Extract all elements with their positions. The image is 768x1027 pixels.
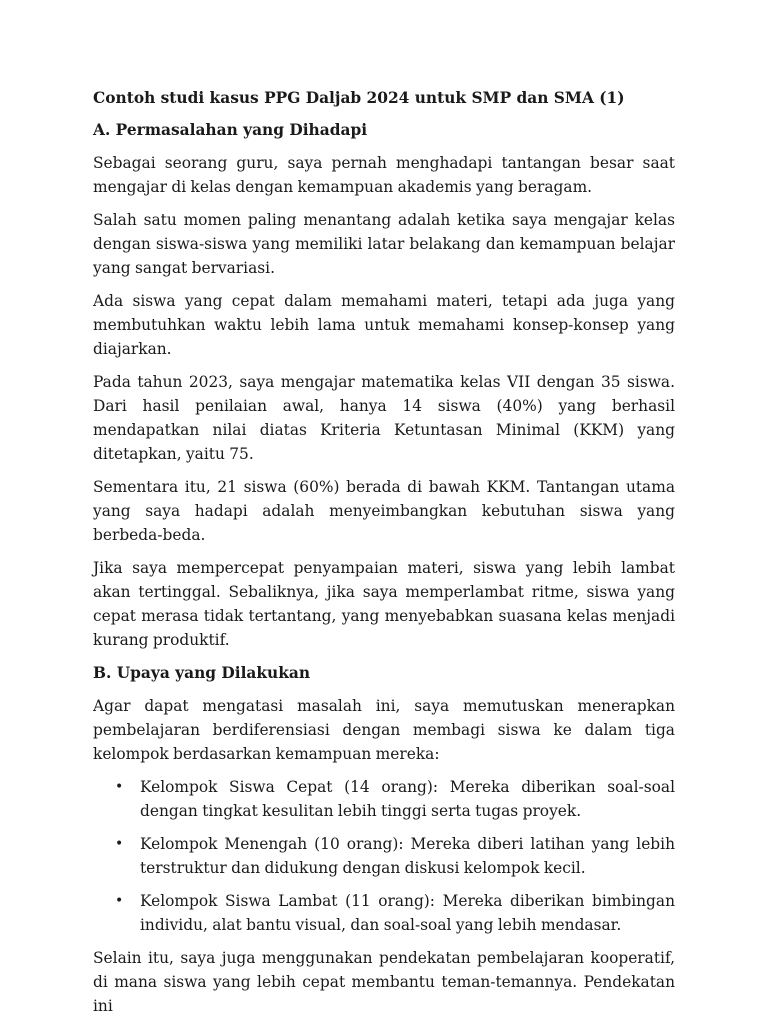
paragraph: Sebagai seorang guru, saya pernah menghadapi tantangan besar saat mengajar di kelas dengan kemampuan akademis yang beragam.	[93, 154, 675, 196]
bullet-list	[93, 775, 675, 937]
paragraph: Agar dapat mengatasi masalah ini, saya memutuskan menerapkan pembelajaran berdiferensiasi dengan membagi siswa ke dalam tiga kelompok berdasarkan kemampuan mereka:	[93, 697, 675, 763]
list-item	[93, 832, 675, 880]
paragraph: Jika saya mempercepat penyampaian materi, siswa yang lebih lambat akan tertinggal. Sebaliknya, jika saya memperlambat ritme, siswa yang cepat merasa tidak tertantang, yang menyebabkan suasana kelas menjadi kurang produktif.	[93, 559, 675, 649]
paragraph: Pada tahun 2023, saya mengajar matematika kelas VII dengan 35 siswa. Dari hasil penilaian awal, hanya 14 siswa (40%) yang berhasil mendapatkan nilai diatas Kriteria Ketuntasan Minimal (KKM) yang ditetapkan, yaitu 75.	[93, 373, 675, 463]
bullet-icon: •	[115, 779, 124, 795]
paragraph: Salah satu momen paling menantang adalah ketika saya mengajar kelas dengan siswa-siswa yang memiliki latar belakang dan kemampuan belajar yang sangat bervariasi.	[93, 211, 675, 277]
list-item-text: Kelompok Siswa Cepat (14 orang): Mereka diberikan soal-soal dengan tingkat kesulitan lebih tinggi serta tugas proyek.	[140, 778, 675, 820]
list-item	[93, 775, 675, 823]
document-page	[93, 86, 675, 1027]
paragraph: Sementara itu, 21 siswa (60%) berada di bawah KKM. Tantangan utama yang saya hadapi adalah menyeimbangkan kebutuhan siswa yang berbeda-beda.	[93, 478, 675, 544]
list-item	[93, 889, 675, 937]
document-title: Contoh studi kasus PPG Daljab 2024 untuk SMP dan SMA (1)	[93, 89, 625, 107]
list-item-text: Kelompok Menengah (10 orang): Mereka diberi latihan yang lebih terstruktur dan didukung dengan diskusi kelompok kecil.	[140, 835, 675, 877]
bullet-icon: •	[115, 893, 124, 909]
bullet-icon: •	[115, 836, 124, 852]
list-item-text: Kelompok Siswa Lambat (11 orang): Mereka diberikan bimbingan individu, alat bantu visual, dan soal-soal yang lebih mendasar.	[140, 892, 675, 934]
paragraph: Selain itu, saya juga menggunakan pendekatan pembelajaran kooperatif, di mana siswa yang lebih cepat membantu teman-temannya. Pendekatan ini	[93, 949, 675, 1015]
section-b-heading: B. Upaya yang Dilakukan	[93, 664, 311, 682]
paragraph: Ada siswa yang cepat dalam memahami materi, tetapi ada juga yang membutuhkan waktu lebih lama untuk memahami konsep-konsep yang diajarkan.	[93, 292, 675, 358]
section-a-heading: A. Permasalahan yang Dihadapi	[93, 121, 368, 139]
